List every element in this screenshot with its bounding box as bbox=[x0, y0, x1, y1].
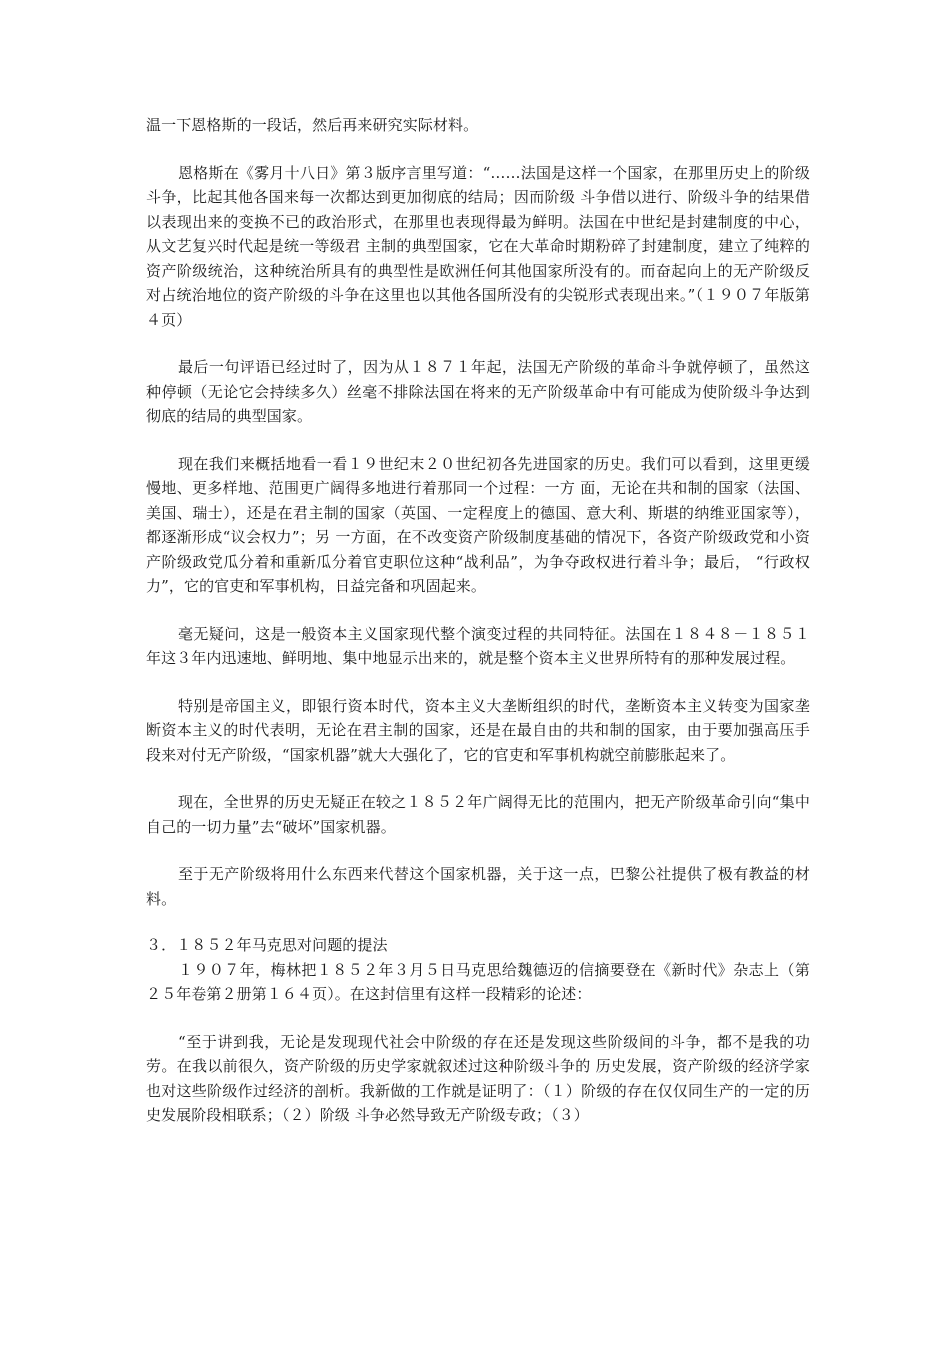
section-heading: ３．１８５２年马克思对问题的提法 bbox=[146, 936, 388, 954]
paragraph-common-feature: 毫无疑问，这是一般资本主义国家现代整个演变过程的共同特征。法国在１８４８－１８５１年这３年内迅速地、鲜明地、集中地显示出来的，就是整个资本主义世界所特有的那种发展过程。 bbox=[146, 624, 810, 667]
paragraph-paris-commune: 至于无产阶级将用什么东西来代替这个国家机器，关于这一点，巴黎公社提供了极有教益的材料。 bbox=[146, 865, 810, 908]
paragraph-marx-letter: “至于讲到我，无论是发现现代社会中阶级的存在还是发现这些阶级间的斗争，都不是我的功劳。在我以前很久，资产阶级的历史学家就叙述过这种阶级斗争的 历史发展，资产阶级的经济学家也对这些阶级作过经济的剖析。我新做的工作就是证明了：（１）阶级的存在仅仅同生产的一定的历史发展阶段相联系；（２）阶级 斗争必然导致无产阶级专政；（３） bbox=[146, 1032, 810, 1124]
paragraph-imperialism: 特别是帝国主义，即银行资本时代，资本主义大垄断组织的时代，垄断资本主义转变为国家垄断资本主义的时代表明，无论在君主制的国家，还是在最自由的共和制的国家，由于要加强高压手段来对付无产阶级，“国家机器”就大大强化了，它的官吏和军事机构就空前膨胀起来了。 bbox=[146, 696, 810, 764]
document-page bbox=[146, 113, 810, 1128]
paragraph-mehring: １９０７年，梅林把１８５２年３月５日马克思给魏德迈的信摘要登在《新时代》杂志上（第２５年卷第２册第１６４页）。在这封信里有这样一段精彩的论述： bbox=[146, 960, 810, 1003]
paragraph-engels-quote: 恩格斯在《雾月十八日》第３版序言里写道：“……法国是这样一个国家，在那里历史上的阶级斗争，比起其他各国来每一次都达到更加彻底的结局；因而阶级 斗争借以进行、阶级斗争的结果借以表现出来的变换不已的政治形式，在那里也表现得最为鲜明。法国在中世纪是封建制度的中心，从文艺复兴时代起是统一等级君 主制的典型国家，它在大革命时期粉碎了封建制度，建立了纯粹的资产阶级统治，这种统治所具有的典型性是欧洲任何其他国家所没有的。而奋起向上的无产阶级反 对占统治地位的资产阶级的斗争在这里也以其他各国所没有的尖锐形式表现出来。”（１９０７年版第４页） bbox=[146, 163, 810, 329]
paragraph-history-overview: 现在我们来概括地看一看１９世纪末２０世纪初各先进国家的历史。我们可以看到，这里更缓慢地、更多样地、范围更广阔得多地进行着那同一个过程：一方 面，无论在共和制的国家（法国、美国、瑞士），还是在君主制的国家（英国、一定程度上的德国、意大利、斯堪的纳维亚国家等），都逐渐形成“议会权力”；另 一方面，在不改变资产阶级制度基础的情况下，各资产阶级政党和小资产阶级政党瓜分着和重新瓜分着官吏职位这种“战利品”，为争夺政权进行着斗争；最后， “行政权力”，它的官吏和军事机构，日益完备和巩固起来。 bbox=[146, 454, 810, 595]
paragraph-last-remark: 最后一句评语已经过时了，因为从１８７１年起，法国无产阶级的革命斗争就停顿了，虽然这种停顿（无论它会持续多久）丝毫不排除法国在将来的无产阶级革命中有可能成为使阶级斗争达到彻底的结局的典型国家。 bbox=[146, 358, 810, 425]
paragraph-world-history: 现在，全世界的历史无疑正在较之１８５２年广阔得无比的范围内，把无产阶级革命引向“集中自己的一切力量”去“破坏”国家机器。 bbox=[146, 793, 810, 836]
paragraph-intro: 温一下恩格斯的一段话，然后再来研究实际材料。 bbox=[146, 116, 479, 134]
